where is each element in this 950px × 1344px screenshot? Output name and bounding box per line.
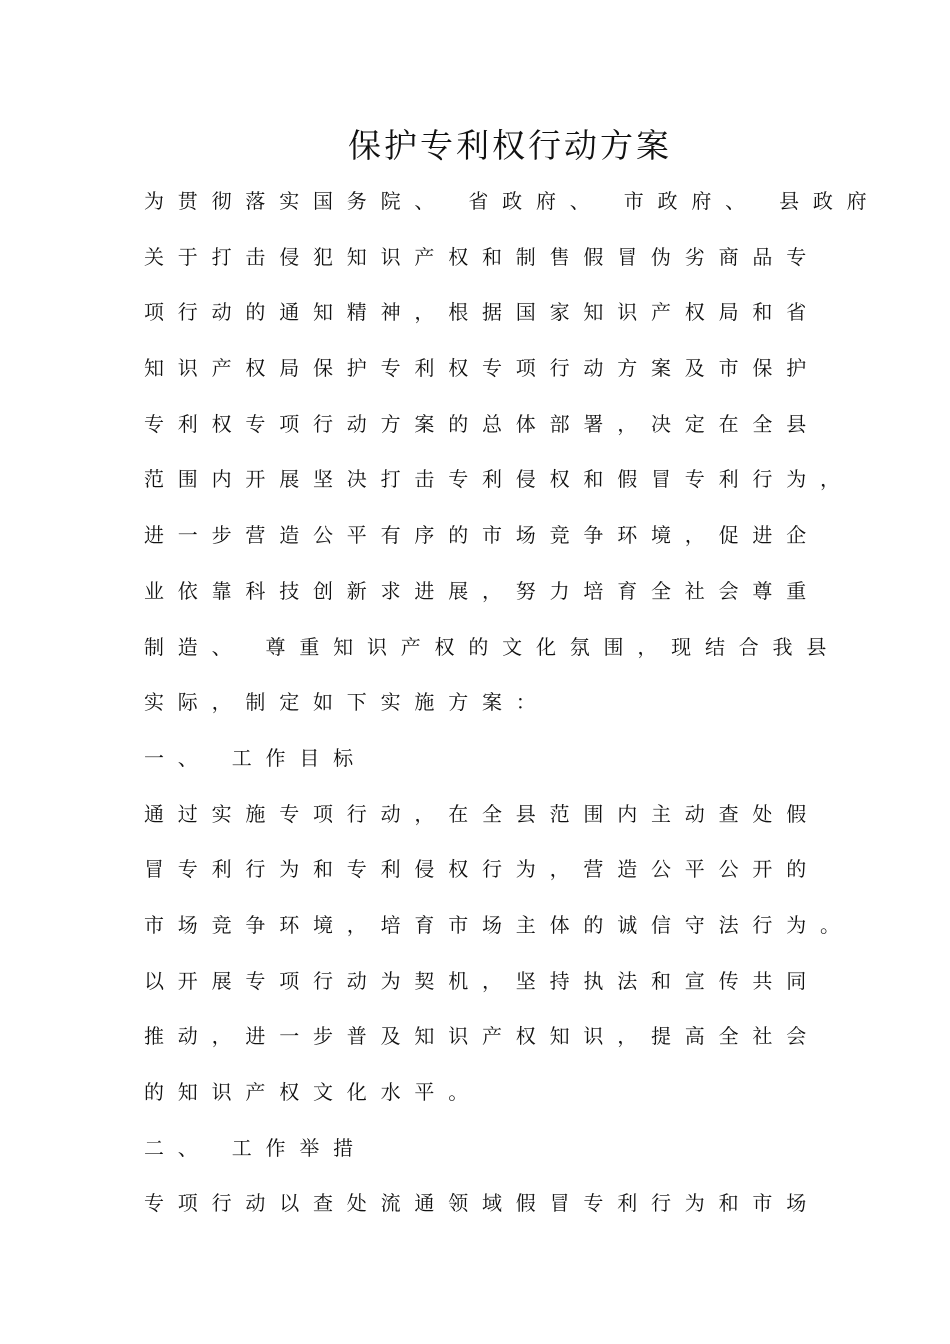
body-line: 关于打击侵犯知识产权和制售假冒伪劣商品专 (144, 244, 820, 269)
body-line: 市场竞争环境，培育市场主体的诚信守法行为。 (144, 912, 854, 937)
body-line: 冒专利行为和专利侵权行为，营造公平公开的 (144, 857, 820, 882)
document-title: 保护专利权行动方案 (348, 126, 672, 165)
body-line: 专项行动以查处流通领域假冒专利行为和市场 (144, 1191, 820, 1216)
body-line: 实际，制定如下实施方案： (144, 690, 550, 715)
body-line: 范围内开展坚决打击专利侵权和假冒专利行为， (144, 467, 854, 492)
body-line: 推动，进一步普及知识产权知识，提高全社会 (144, 1024, 820, 1049)
section-heading: 二、 工作举措 (144, 1135, 367, 1160)
section-heading: 一、 工作目标 (144, 745, 367, 770)
document-body (144, 181, 881, 1239)
body-line: 进一步营造公平有序的市场竞争环境，促进企 (144, 523, 820, 548)
body-line: 通过实施专项行动，在全县范围内主动查处假 (144, 801, 820, 826)
body-line: 制造、 尊重知识产权的文化氛围，现结合我县 (144, 634, 841, 659)
body-line: 以开展专项行动为契机，坚持执法和宣传共同 (144, 968, 820, 993)
body-line: 的知识产权文化水平。 (144, 1080, 482, 1104)
body-line: 为贯彻落实国务院、 省政府、 市政府、 县政府 (144, 189, 881, 213)
body-line: 专利权专项行动方案的总体部署，决定在全县 (144, 411, 820, 436)
body-line: 业依靠科技创新求进展，努力培育全社会尊重 (144, 578, 820, 603)
body-line: 知识产权局保护专利权专项行动方案及市保护 (144, 356, 820, 381)
body-line: 项行动的通知精神，根据国家知识产权局和省 (144, 300, 820, 325)
